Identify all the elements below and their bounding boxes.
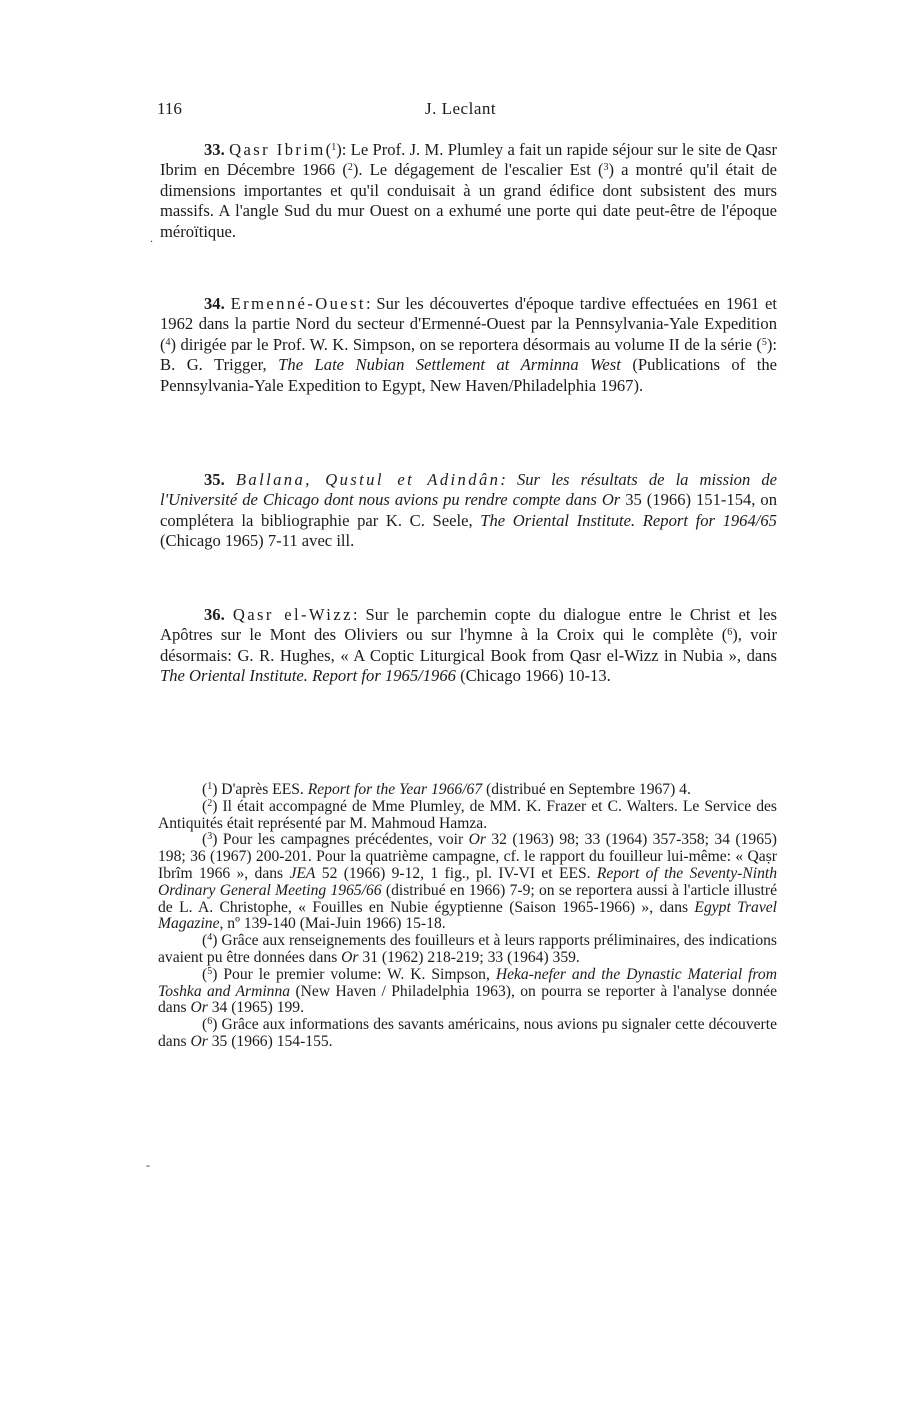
entry-text: (Publications of the Pennsylvania-Yale Expedition to Egypt, New Haven/Philadelphia 1967). [160,355,777,395]
footnote-ref: 5 [761,336,767,348]
footnote-text: Pour les campagnes précédentes, voir [217,831,469,849]
footnote-marker: 1 [207,781,213,792]
entry-text: ) dirigée par le Prof. W. K. Simpson, on se reportera désormais au volume II de la série ( [170,334,762,354]
footnote-marker: 6 [207,1016,213,1028]
margin-mark: . [150,231,153,245]
footnote-text: (distribué en Septembre 1967) 4. [482,781,691,798]
entry-text: : Le Prof. J. M. Plumley a fait un rapide séjour sur le site de Qasr Ibrim en Décembre 1966 ( [160,140,777,180]
entry-text: : Sur le parchemin copte du dialogue entre le Christ et les Apôtres sur le Mont des Oliviers ou sur l'hymne à la Croix qui le complète ( [160,605,777,645]
running-title: J. Leclant [425,99,497,118]
book-title: The Oriental Institute. Report for 1964/65 [480,510,777,530]
footnote-ref: 3 [603,162,609,174]
footnote-text: Grâce aux informations des savants américains, nous avions pu signaler cette découverte dans [158,1016,777,1050]
entry-text: (Chicago 1965) 7-11 avec ill. [160,531,355,551]
footnote-marker: 4 [207,932,213,944]
footnote-text: 52 (1966) 9-12, 1 fig., pl. IV-VI et EES. [315,864,597,882]
footnote-marker: 3 [207,831,213,843]
footnote-1: ($^1$) D'après EES. Report for the Year 1966/67 (distribué en Septembre 1967) 4. [202,781,691,798]
running-header [157,99,777,123]
entry-number: 36. [204,605,225,624]
footnote-ref: 2 [347,162,353,174]
footnote-text: 34 (1965) 199. [207,999,304,1017]
entry-text: 35 (1966) 151-154, on complétera la bibliographie par K. C. Seele, [160,490,777,530]
footnote-ref: 1 [331,142,337,153]
entry-number: 33. [204,140,225,159]
footnote-2: ($^2$) Il était accompagné de Mme Plumley, de MM. K. Frazer et C. Walters. Le Service des Antiquités était représenté par M. Mahmoud Hamza. [158,797,777,832]
book-title: The Oriental Institute. Report for 1965/1966 [160,666,456,686]
entry-text: (Chicago 1966) 10-13. [455,666,611,686]
footnote-marker: 2 [207,797,213,809]
footnote-title: Egypt Travel Magazine [158,898,777,933]
entry-number: 34. [204,294,225,313]
footnote-title: Heka-nefer and the Dynastic Material from Toshka and Arminna [158,965,777,1000]
site-name: Ermenné-Ouest [230,294,366,313]
entry-text: ). Le dégagement de l'escalier Est ( [352,160,604,180]
footnote-ref: 4 [165,336,171,348]
entry-35 [160,470,777,552]
footnote-text: (New Haven / Philadelphia 1963), on pourra se reporter à l'analyse donnée dans [158,982,777,1017]
entry-number: 35. [204,470,225,489]
footnotes [158,782,777,1051]
page-number: 116 [157,99,182,118]
journal-abbrev: Or [190,1032,208,1050]
footnote-text: D'après EES. [217,781,308,798]
entry-text: : Sur les découvertes d'époque tardive effectuées en 1961 et 1962 dans la partie Nord du secteur d'Ermenné-Ouest par la Pennsylvania-Yale Expedition ( [160,294,777,354]
footnote-text: Grâce aux renseignements des fouilleurs et à leurs rapports préliminaires, des indications avaient pu être données dans [158,932,777,966]
entry-text: ) a montré qu'il était de dimensions importantes et qu'il conduisait à un grand édifice dont subsistent des murs massifs. A l'angle Sud du mur Ouest on a exhumé une porte qui date peut-être de l'époque méroïtique. [160,160,778,241]
footnote-text: Pour le premier volume: W. K. Simpson, [217,965,496,983]
entry-text: ), voir désormais: G. R. Hughes, « A Coptic Liturgical Book from Qasr el-Wizz in Nubia », dans [160,625,777,665]
journal-abbrev: JEA [289,864,316,882]
journal-abbrev: Or [190,999,208,1017]
footnote-title: Report for the Year 1966/67 [307,781,483,798]
footnote-text: 35 (1966) 154-155. [207,1032,333,1050]
footnote-3: ($^3$) Pour les campagnes précédentes, voir Or 32 (1963) 98; 33 (1964) 357-358; 34 (1965) 198; 36 (1967) 200-201. Pour la quatrième campagne, cf. le rapport du fouilleur lui-même: « Qaṣr Ibrîm 1966 », dans JEA 52 (1966) 9-12, 1 fig., pl. IV-VI et EES. Report of the Seventy-Ninth Ordinary General Meeting 1965/66 (distribué en 1966) 7-9; on se reportera aussi à l'article illustré de L. A. Christophe, « Fouilles en Nubie égyptienne (Saison 1965-1966) », dans Egypt Travel Magazine, nº 139-140 (Mai-Juin 1966) 15-18. [158,831,778,933]
entry-33: 33. Qasr Ibrim($^1$): Le Prof. J. M. Plumley a fait un rapide séjour sur le site de Qasr Ibrim en Décembre 1966 ($^2$). Le dégagement de l'escalier Est ($^3$) a montré qu'il était de dimensions importantes et qu'il conduisait à un grand édifice dont subsistent des murs massifs. A l'angle Sud du mur Ouest on a exhumé une porte qui date peut-être de l'époque méroïtique. [160,140,778,241]
entry-text: : Sur les résultats de la mission de l'Université de Chicago dont nous avions pu rendre compte dans [160,470,778,510]
site-name: Qasr Ibrim [229,140,326,159]
entry-36 [160,605,777,687]
journal-abbrev: Or [341,948,359,966]
entry-text: ): B. G. Trigger, [160,334,777,375]
footnote-5: ($^5$) Pour le premier volume: W. K. Simpson, Heka-nefer and the Dynastic Material from Toshka and Arminna (New Haven / Philadelphia 1963), on pourra se reporter à l'analyse donnée dans Or 34 (1965) 199. [158,965,777,1017]
footnote-4: ($^4$) Grâce aux renseignements des fouilleurs et à leurs rapports préliminaires, des indications avaient pu être données dans Or 31 (1962) 218-219; 33 (1964) 359. [158,932,777,966]
site-name: Qasr el-Wizz [232,605,353,624]
footnote-text: , nº 139-140 (Mai-Juin 1966) 15-18. [219,915,446,933]
site-name: Ballana, Qustul et Adindân [235,470,501,489]
footnote-title: Report of the Seventy-Ninth Ordinary General Meeting 1965/66 [158,864,777,899]
footnote-marker: 5 [207,965,213,977]
footnote-6: ($^6$) Grâce aux informations des savants américains, nous avions pu signaler cette découverte dans Or 35 (1966) 154-155. [158,1016,777,1050]
footnote-text: 31 (1962) 218-219; 33 (1964) 359. [358,948,580,966]
margin-mark: - [146,1158,150,1172]
footnote-ref: 6 [727,627,733,639]
footnote-text: (distribué en 1966) 7-9; on se reportera aussi à l'article illustré de L. A. Christophe, « Fouilles en Nubie égyptienne (Saison 1965-1966) », dans [158,881,778,916]
journal-abbrev: Or [601,490,621,510]
book-title: The Late Nubian Settlement at Arminna West [278,355,621,375]
footnote-text: Il était accompagné de Mme Plumley, de MM. K. Frazer et C. Walters. Le Service des Antiquités était représenté par M. Mahmoud Hamza. [158,797,777,832]
entry-34 [160,294,777,396]
journal-abbrev: Or [468,831,486,849]
footnote-text: 32 (1963) 98; 33 (1964) 357-358; 34 (1965) 198; 36 (1967) 200-201. Pour la quatrième campagne, cf. le rapport du fouilleur lui-même: « Qaṣr Ibrîm 1966 », dans [158,831,777,882]
